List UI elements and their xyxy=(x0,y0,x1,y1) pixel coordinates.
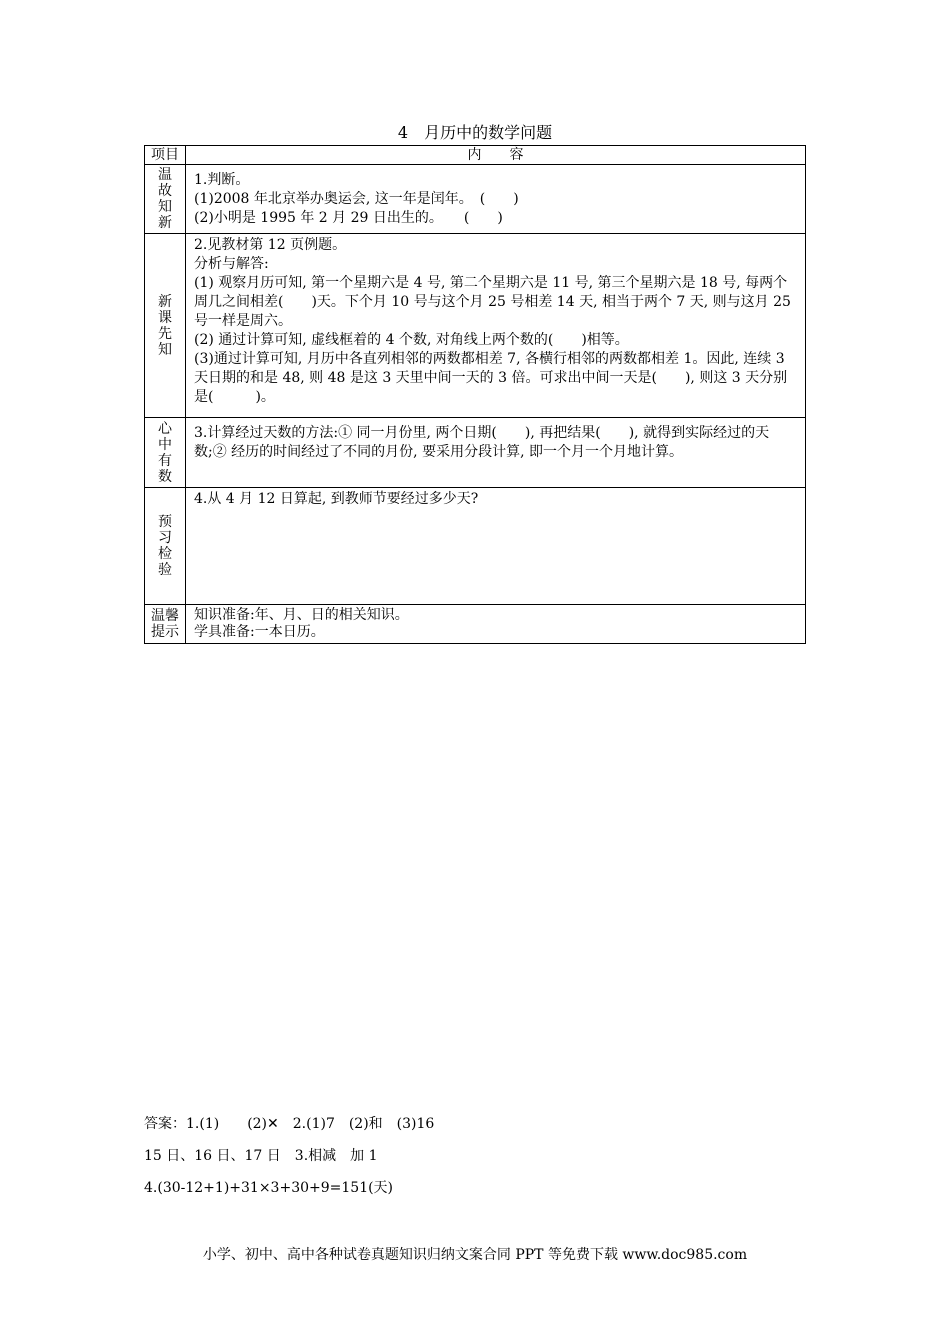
row-label-char: 有 xyxy=(158,452,172,469)
answer-line: 4.(30-12+1)+31×3+30+9=151(天) xyxy=(144,1180,394,1196)
row-label-char: 预 xyxy=(158,514,172,530)
row-label-tips xyxy=(145,605,186,644)
row-label-char: 提示 xyxy=(151,624,179,640)
row-label-key-points xyxy=(145,418,186,488)
row-label-char: 习 xyxy=(158,530,172,546)
column-header-content: 内 容 xyxy=(186,146,806,165)
row-content-tips xyxy=(186,605,806,644)
lesson-table xyxy=(144,145,806,644)
table-header-row xyxy=(145,146,806,165)
row-label-char: 先 xyxy=(158,325,172,342)
row-label-review xyxy=(145,165,186,234)
answer-section xyxy=(144,1108,434,1204)
question-text: 分析与解答: xyxy=(194,256,269,272)
table-row xyxy=(145,605,806,644)
question-text: 4.从 4 月 12 日算起, 到教师节要经过多少天? xyxy=(194,491,479,507)
row-content-key-points xyxy=(186,418,806,488)
row-label-char: 检 xyxy=(158,546,172,562)
row-label-char: 故 xyxy=(158,183,172,199)
row-label-char: 温 xyxy=(158,167,172,183)
row-label-preview-check xyxy=(145,488,186,605)
tip-text: 学具准备:一本日历。 xyxy=(194,624,325,640)
question-text: 2.见教材第 12 页例题。 xyxy=(194,237,347,253)
answer-line: 答案：1.(1) (2)✕ 2.(1)7 (2)和 (3)16 xyxy=(144,1116,435,1132)
row-label-char: 数 xyxy=(158,468,172,485)
row-label-char: 温馨 xyxy=(151,608,179,624)
table-row xyxy=(145,488,806,605)
table-row xyxy=(145,418,806,488)
page-title: 4 月历中的数学问题 xyxy=(397,123,553,142)
question-text: 3.计算经过天数的方法:① 同一月份里, 两个日期( ), 再把结果( ), 就得到实际经过的天数;② 经历的时间经过了不同的月份, 要采用分段计算, 即一个月一个月地计算。 xyxy=(194,425,770,460)
table-row xyxy=(145,234,806,418)
question-text: (3)通过计算可知, 月历中各直列相邻的两数都相差 7, 各横行相邻的两数都相差 1。因此, 连续 3 天日期的和是 48, 则 48 是这 3 天里中间一天的 3 倍。可求出中间一天是( ), 则这 3 天分别是( )。 xyxy=(194,351,788,405)
row-label-char: 验 xyxy=(158,562,172,578)
row-content-review xyxy=(186,165,806,234)
row-label-char: 中 xyxy=(158,436,172,453)
footer-text: 小学、初中、高中各种试卷真题知识归纳文案合同 PPT 等免费下载 www.doc985.com xyxy=(202,1247,748,1263)
question-text: (1) 观察月历可知, 第一个星期六是 4 号, 第二个星期六是 11 号, 第三个星期六是 18 号, 每两个周几之间相差( )天。下个月 10 号与这个月 25 号相差 14 天, 相当于两个 7 天, 则与这月 25 号一样是周六。 xyxy=(194,275,791,329)
table-row xyxy=(145,165,806,234)
row-label-char: 知 xyxy=(158,341,172,358)
row-label-char: 新 xyxy=(158,215,172,231)
row-label-char: 课 xyxy=(158,309,172,326)
question-text: (2)小明是 1995 年 2 月 29 日出生的。 ( ) xyxy=(194,210,503,226)
row-label-char: 知 xyxy=(158,199,172,215)
answer-line: 15 日、16 日、17 日 3.相减 加 1 xyxy=(144,1148,378,1164)
column-header-item: 项目 xyxy=(145,146,186,165)
row-content-new-lesson xyxy=(186,234,806,418)
question-text: 1.判断。 xyxy=(194,172,250,188)
row-label-char: 心 xyxy=(158,420,172,437)
row-content-preview-check xyxy=(186,488,806,605)
row-label-char: 新 xyxy=(158,293,172,310)
question-text: (2) 通过计算可知, 虚线框着的 4 个数, 对角线上两个数的( )相等。 xyxy=(194,332,629,348)
row-label-new-lesson xyxy=(145,234,186,418)
tip-text: 知识准备:年、月、日的相关知识。 xyxy=(194,607,409,623)
question-text: (1)2008 年北京举办奥运会, 这一年是闰年。 ( ) xyxy=(194,191,519,207)
